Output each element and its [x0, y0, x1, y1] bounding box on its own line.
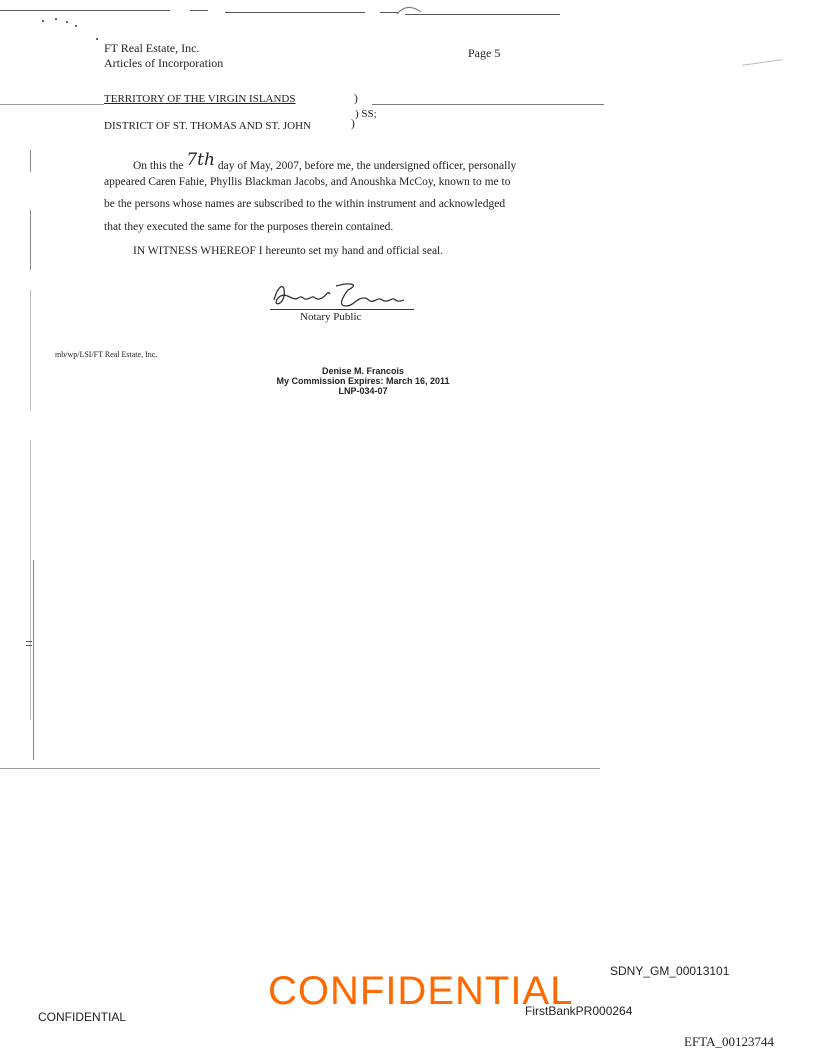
scan-edge-line	[225, 12, 365, 13]
scan-speck	[96, 38, 98, 40]
scan-edge-line	[405, 14, 560, 15]
scan-margin-mark	[26, 641, 32, 642]
stamp-name: Denise M. Francois	[321, 366, 405, 376]
body-line1-pre: On this the	[133, 160, 184, 172]
bates-number-bottom: FirstBankPR000264	[525, 1004, 633, 1018]
territory-paren: )	[354, 93, 358, 105]
notary-signature	[264, 276, 414, 316]
notary-public-label: Notary Public	[300, 311, 362, 323]
file-reference: mb/wp/LSI/FT Real Estate, Inc.	[55, 350, 158, 359]
scan-margin-line	[33, 560, 34, 760]
ss-marker: ) SS;	[355, 108, 377, 120]
scan-speck	[66, 21, 68, 23]
efta-number: EFTA_00123744	[684, 1034, 774, 1049]
scan-speck	[55, 18, 57, 20]
body-line-1	[133, 150, 517, 174]
scan-margin-mark	[26, 645, 32, 646]
district-heading: DISTRICT OF ST. THOMAS AND ST. JOHN	[104, 120, 311, 132]
scan-margin-line	[30, 150, 31, 172]
bates-number-top: SDNY_GM_00013101	[610, 964, 730, 978]
body-line1-post: day of May, 2007, before me, the undersigned officer, personally	[217, 160, 517, 172]
scan-edge-line	[742, 59, 782, 66]
scan-margin-line	[30, 440, 31, 720]
scan-speck	[75, 25, 77, 27]
body-line-4: that they executed the same for the purposes therein contained.	[104, 221, 394, 233]
scan-edge-line	[190, 10, 208, 11]
territory-heading: TERRITORY OF THE VIRGIN ISLANDS	[104, 93, 296, 105]
body-line-2: appeared Caren Fahie, Phyllis Blackman Jacobs, and Anoushka McCoy, known to me to	[104, 176, 511, 188]
handwritten-day: 7th	[186, 150, 215, 170]
witness-line: IN WITNESS WHEREOF I hereunto set my hand and official seal.	[133, 245, 444, 257]
territory-rule	[372, 104, 604, 105]
confidential-watermark: CONFIDENTIAL	[268, 969, 574, 1013]
header-subtitle: Articles of Incorporation	[104, 56, 224, 70]
stamp-number: LNP-034-07	[338, 386, 388, 396]
scan-speck	[42, 20, 44, 22]
stamp-expiry: My Commission Expires: March 16, 2011	[276, 376, 450, 386]
confidential-label-left: CONFIDENTIAL	[38, 1010, 127, 1024]
body-line-3: be the persons whose names are subscribed to the within instrument and acknowledged	[104, 198, 506, 210]
signature-text: Denise Francois	[264, 276, 271, 277]
notary-stamp	[258, 366, 468, 396]
scan-edge-line	[0, 10, 170, 11]
district-paren: )	[351, 118, 355, 130]
scan-bottom-edge	[0, 768, 600, 769]
scan-edge-curve	[395, 2, 425, 16]
page-number: Page 5	[468, 46, 501, 60]
signature-rule	[270, 309, 414, 310]
scan-margin-line	[30, 290, 31, 410]
scan-margin-line	[30, 210, 31, 270]
header-company: FT Real Estate, Inc.	[104, 41, 200, 55]
territory-dash-left	[0, 104, 104, 105]
